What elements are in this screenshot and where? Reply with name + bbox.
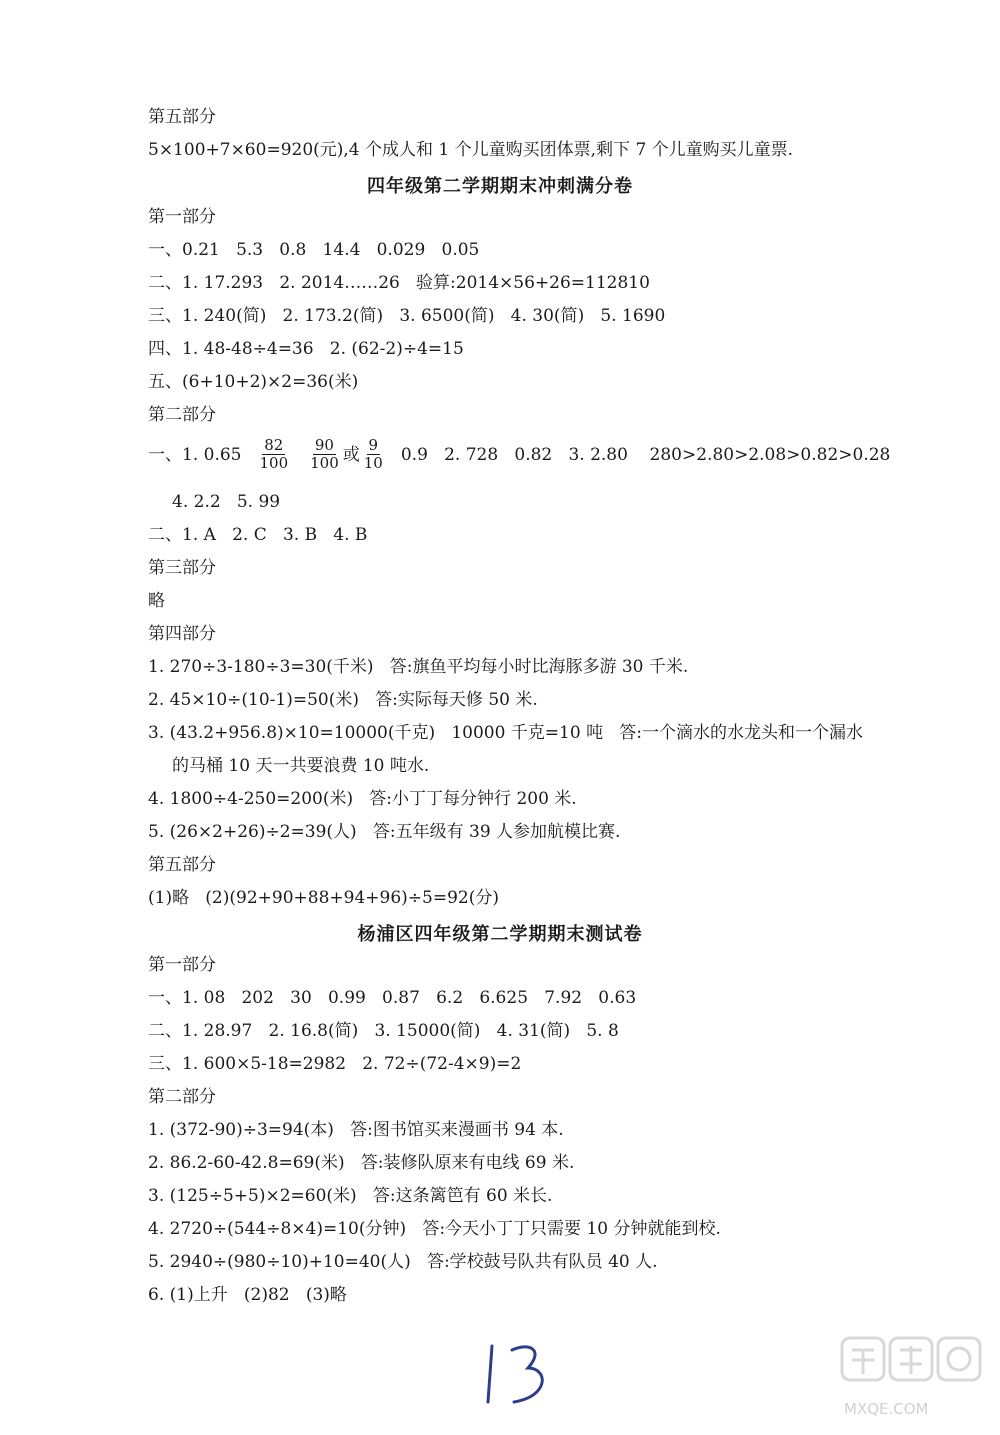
answer-line: 4. 2720÷(544÷8×4)=10(分钟) 答:今天小丁丁只需要 10 分钟就能到校.: [148, 1219, 721, 1239]
or-text: 或: [342, 444, 360, 465]
part-heading: 第一部分: [148, 955, 216, 975]
answer-line: 略: [148, 591, 165, 611]
fraction-numerator: 9: [368, 436, 379, 454]
answer-line: 2. 45×10÷(10-1)=50(米) 答:实际每天修 50 米.: [148, 690, 538, 710]
answer-text: 一、1. 0.65: [148, 444, 242, 465]
answer-line: 5. 2940÷(980÷10)+10=40(人) 答:学校鼓号队共有队员 40 人.: [148, 1252, 658, 1272]
answer-line: 一、0.21 5.3 0.8 14.4 0.029 0.05: [148, 240, 480, 260]
answer-line-fractions: [148, 437, 890, 472]
part-heading: 第五部分: [148, 107, 216, 127]
part-heading: 第二部分: [148, 1087, 216, 1107]
answer-line: 2. 86.2-60-42.8=69(米) 答:装修队原来有电线 69 米.: [148, 1153, 575, 1173]
answer-line: 一、1. 08 202 30 0.99 0.87 6.2 6.625 7.92 0.63: [148, 988, 637, 1008]
answer-line: 1. (372-90)÷3=94(本) 答:图书馆买来漫画书 94 本.: [148, 1120, 564, 1140]
part-heading: 第五部分: [148, 855, 216, 875]
answer-line: 五、(6+10+2)×2=36(米): [148, 372, 359, 392]
answer-line: 二、1. 28.97 2. 16.8(简) 3. 15000(简) 4. 31(简) 5. 8: [148, 1021, 619, 1041]
answer-line: 5×100+7×60=920(元),4 个成人和 1 个儿童购买团体票,剩下 7 个儿童购买儿童票.: [148, 140, 794, 160]
fraction-numerator: 82: [264, 436, 284, 454]
fraction-numerator: 90: [314, 436, 334, 454]
fraction: [310, 437, 339, 472]
part-heading: 第三部分: [148, 558, 216, 578]
answer-line: 4. 1800÷4-250=200(米) 答:小丁丁每分钟行 200 米.: [148, 789, 577, 809]
answer-line: (1)略 (2)(92+90+88+94+96)÷5=92(分): [148, 888, 499, 908]
section-title: 四年级第二学期期末冲刺满分卷: [367, 176, 633, 197]
section-title: 杨浦区四年级第二学期期末测试卷: [357, 924, 643, 945]
answer-line: 三、1. 600×5-18=2982 2. 72÷(72-4×9)=2: [148, 1054, 522, 1074]
part-heading: 第四部分: [148, 624, 216, 644]
watermark-url: MXQE.COM: [844, 1400, 929, 1418]
part-heading: 第一部分: [148, 207, 216, 227]
answer-line: 二、1. 17.293 2. 2014……26 验算:2014×56+26=112810: [148, 273, 650, 293]
answer-line: 三、1. 240(简) 2. 173.2(简) 3. 6500(简) 4. 30(简) 5. 1690: [148, 306, 666, 326]
fraction-denominator: 100: [259, 454, 289, 472]
fraction: [259, 437, 288, 472]
answer-line: 4. 2.2 5. 99: [172, 492, 281, 512]
fraction-denominator: 10: [363, 454, 383, 472]
fraction-denominator: 100: [310, 454, 339, 472]
answer-line: 3. (43.2+956.8)×10=10000(千克) 10000 千克=10 吨 答:一个滴水的水龙头和一个漏水: [148, 723, 864, 743]
fraction: [364, 437, 383, 472]
watermark-logo: [838, 1328, 998, 1428]
answer-line: 3. (125÷5+5)×2=60(米) 答:这条篱笆有 60 米长.: [148, 1186, 553, 1206]
handwritten-page-number: [478, 1340, 568, 1410]
answer-line: 四、1. 48-48÷4=36 2. (62-2)÷4=15: [148, 339, 464, 359]
part-heading: 第二部分: [148, 405, 216, 425]
answer-line: 5. (26×2+26)÷2=39(人) 答:五年级有 39 人参加航模比赛.: [148, 822, 621, 842]
answer-line: 二、1. A 2. C 3. B 4. B: [148, 525, 368, 545]
answer-line: 6. (1)上升 (2)82 (3)略: [148, 1285, 347, 1305]
answer-line: 1. 270÷3-180÷3=30(千米) 答:旗鱼平均每小时比海豚多游 30 千米.: [148, 657, 689, 677]
answer-text: 0.9 2. 728 0.82 3. 2.80 280>2.80>2.08>0.82>0.28: [400, 444, 891, 465]
answer-line: 的马桶 10 天一共要浪费 10 吨水.: [172, 756, 430, 776]
